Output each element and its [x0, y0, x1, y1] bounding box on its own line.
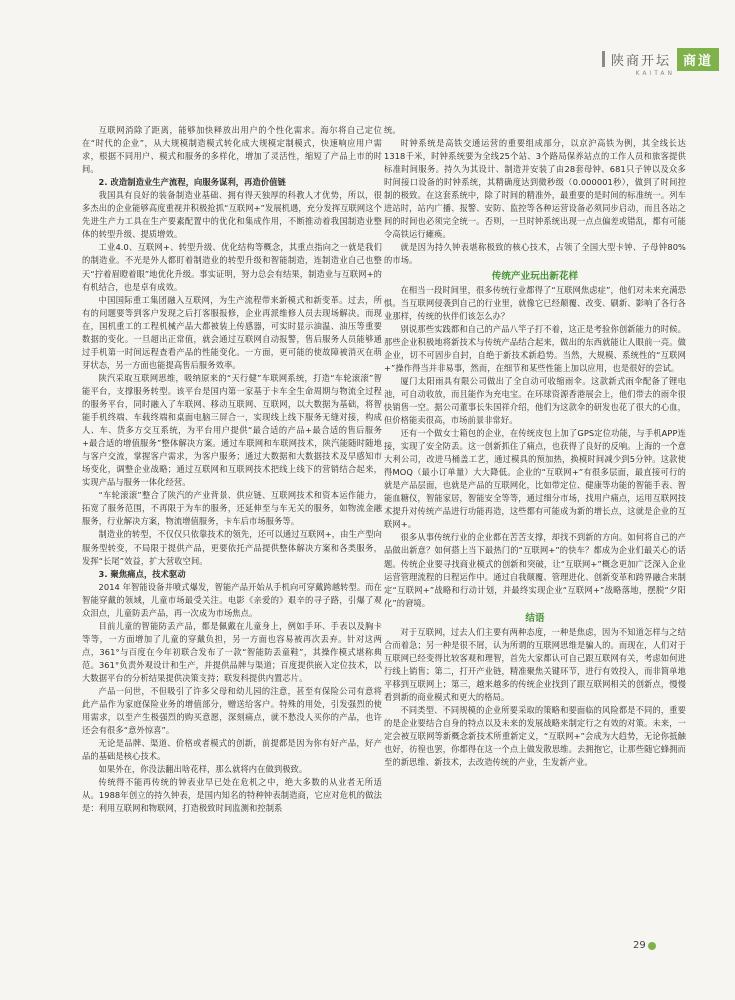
- page-number-label: 29: [633, 940, 646, 951]
- paragraph: 在相当一段时间里，很多传统行业都得了“互联网焦虑症”，他们对未来充满恐惧。当互联网侵袭到自己的行业里，就像它已经颠覆、改变、刷新、影响了各行各业那样，传统的伙伴们该怎么办？: [384, 284, 686, 321]
- paragraph: 我国具有良好的装备制造业基础、拥有得天独厚的科教人才优势，所以，很多杰出的企业能够高度重视并积极抢抓“互联网+”发展机遇，充分发挥互联网这个先进生产力工具在生产要素配置中的优化和集成作用，不断推动着我国制造业整体的转型升级、提质增效。: [82, 190, 382, 240]
- paragraph: 无论是品牌、渠道、价格或者模式的创新，前提都是因为你有好产品，好产品的基础是核心技术。: [82, 738, 382, 762]
- paragraph: 工业4.0、互联网+、转型升级、优化结构等概念，其重点指向之一就是我们的制造业。不光是外人都盯着制造业的转型升级和智能制造，连制造业自己也整天“拧着眉瞪着眼”地优化升级。事实证明，努力总会有结果，制造业与互联网+的有机结合，也是卓有成效。: [82, 242, 382, 292]
- paragraph: 互联网消除了距离，能够加快释放出用户的个性化需求。海尔将自己定位在“时代的企业”，从大规模制造模式转化成大规模定制模式，快速响应用户需求，根据不同用户、模式和服务的多样化，增加了灵活性，缩短了产品上市的时间。: [82, 125, 382, 175]
- paragraph: 别说那些实践都和自己的产品八竿子打不着，这正是考验你创新能力的时候。那些企业积极地将新技术与传统产品结合起来，做出的东西就能让人眼前一亮。做企业，切不可固步自封，自绝于新技术新趋势。当然，大规模、系统性的“互联网+”操作得当并非易事，然而，在细节和某些性能上加以应用，也是很好的尝试。: [384, 323, 686, 373]
- section-badge: 商道: [677, 48, 719, 71]
- paragraph: 目前儿童的智能防丢产品，都是佩戴在儿童身上，例如手环、手表以及胸卡等等，一方面增加了儿童的穿戴负担，另一方面也容易被再次丢弃。针对这两点，361°与百度在今年初联合发布了一款“智能防丢童鞋”，其操作模式堪称典范。361°负责外观设计和生产，并提供品牌与渠道；百度提供嵌入定位技术，以大数据平台的分析结果提供决策支持；联发科提供内置芯片。: [82, 620, 382, 683]
- paragraph: 2014 年智能设备井喷式爆发，智能产品开始从手机向可穿戴跨越转型。而在智能穿戴的领域，儿童市场最受关注。电影《亲爱的》艰辛的寻子路，引爆了观众泪点，儿童防丢产品，再一次成为市场焦点。: [82, 581, 382, 618]
- section-header: [602, 48, 719, 70]
- paragraph: 还有一个做女士箱包的企业，在传统皮包上加了GPS定位功能，与手机APP连接，实现了安全防丢。这一创新抓住了痛点，也获得了良好的反响。上海的一个意大利公司，改进马桶盖工艺，通过模具的预加热，换模时间减少到5分钟。这款使得MOQ（最小订单量）大大降低。企业的“互联网+”有很多层面，最直接可行的就是产品层面，也就是产品的互联网化，比如带定位、健康等功能的智能手表、智能血糖仪，智能家居，智能安全等等，通过细分市场，找用户痛点，运用互联网技术提升对传统产品进行功能再造，这些都有可能成为新的增长点，这就是企业的互联网+。: [384, 428, 686, 530]
- paragraph: 厦门太阳雨具有限公司做出了全自动可收缩雨伞。这款新式雨伞配备了锂电池，可自动收放，而且能作为充电宝。在环球资源香港展会上，他们带去的雨伞很快销售一空。据公司董事长朱国祥介绍，他们为这款伞的研发也花了很大的心血，但价格能卖很高，市场前景非常好。: [384, 375, 686, 425]
- section-heading: 结语: [525, 612, 545, 624]
- right-column: [384, 124, 686, 769]
- paragraph: 不同类型、不同规模的企业所要采取的策略和要面临的风险都是不同的，重要的是企业要结合自身的特点以及未来的发展战略来制定行之有效的对策。未来，一定会被互联网等新概念新技术所重新定义，“互联网+”会成为大趋势，无论你抵触也好，彷徨也罢，你都得在这一个点上做发散思维。去拥抱它，让那些随它蜂拥而至的新思维、新技术，去改造传统的产业，生发新产业。: [384, 704, 686, 768]
- subheading: 2. 改造制造业生产流程，向服务谋利，再造价值链: [98, 177, 286, 188]
- subheading: 3. 聚焦痛点，技术驱动: [98, 568, 186, 579]
- paragraph: 产品一问世，不但吸引了许多父母和幼儿园的注意，甚至有保险公司有意将此产品作为家庭保险业务的增值部分，赠送给客户。特殊的用处，引发强烈的使用需求，以至产生极强烈的购买意愿，深刻痛点，就不愁没人买你的产品，也许还会有很多“意外惊喜”。: [82, 686, 382, 736]
- section-heading: 传统产业玩出新花样: [491, 270, 579, 282]
- paragraph: “车轮滚滚”整合了陕汽的产业背景、供应链、互联网技术和资本运作能力，拓宽了服务范围，不再限于为车的服务，还延伸至与车无关的服务，如物流金融服务，行业解决方案，物流增值服务，卡车后市场服务等。: [82, 490, 382, 527]
- paragraph: 很多从事传统行业的企业都在苦苦支撑，却找不到新的方向。如何将自己的产品做出新意？如何搭上当下最热门的“互联网+”的快车？都成为企业们最关心的话题。传统企业要寻找商业模式的创新和突破，让“互联网+”概念更加广泛深入企业运营管理流程的日程运作中。通过自我颠覆、管理进化、创新变革和跨界融合来制定“互联网+”战略和行动计划，并最终实现企业“互联网+”战略落地，摆脱“夕阳化”的窘境。: [384, 532, 686, 608]
- section-title: 陕商开坛: [610, 53, 671, 69]
- paragraph: 时钟系统是高铁交通运营的重要组成部分，以京沪高铁为例，其全线长达1318千米，时钟系统要为全线25个站、3个路局保养站点的工作人员和旅客提供标准时间服务。持久为其设计、制造并安装了由28套母钟、681只子钟以及众多时间接口设备的时钟系统，其精确度达到微秒级（0.000001秒），做到了时间控制的极致。在这套系统中，除了时间的精准外，最重要的是时间的标准统一。列车进站时，站内广播、报警、安防、监控等各种运营设备必须同步启动，而且各站之间的时间也必须完全统一。否则，一旦时钟系统出现一点点偏差或错乱，都有可能令高铁运行瘫痪。: [384, 138, 686, 240]
- header-bar: [602, 51, 605, 67]
- section-subtitle: KAITAN: [635, 70, 675, 77]
- paragraph: 陕汽采取互联网思维，吸纳原来的“天行健”车联网系统，打造“车轮滚滚”智能平台，支撑服务转型。该平台是国内第一家基于卡车全生命周期与物流全过程的服务平台，同时融入了车联网、移动互联网、互联网，以大数据为基础，将智能手机终端、车载终端和桌面电脑三屏合一，实现线上线下服务无缝对接，构成人、车、货多方交互系统，为平台用户提供“最合适的产品+最合适的售后服务+最合适的增值服务”整体解决方案。通过车联网和车联网技术，陕汽能随时随地与客户交流，掌握客户需求，为客户服务；通过大数据和大数据技术及早感知市场变化，调整企业战略；通过互联网和互联网技术把线上线下的营销结合起来，实现产品与服务一体化经营。: [82, 372, 382, 488]
- paragraph: 中国国际重工集团融入互联网，为生产流程带来新模式和新变革。过去，所有的问题要等到客户发现之后打客服报修，企业再派维修人员去现场解决。而现在，国机重工的工程机械产品大都被装上传感器，可实时显示油温、油压等重要数据的变化。一旦超出正常值，就会通过互联网自动报警，售后服务人员能够通过手机第一时间远程查看产品的性能变化。一方面，更可能的使故障被消灭在萌芽状态，另一方面也能提高售后服务效率。: [82, 294, 382, 370]
- page-dot-icon: [648, 942, 656, 950]
- paragraph: 制造业的转型，不仅仅只依靠技术的领先，还可以通过互联网+，由生产型向服务型转变，不局限于提供产品，更要依托产品提供整体解决方案和各类服务，发挥“长尾”效益，扩大营收空间。: [82, 529, 382, 566]
- paragraph: 统。: [384, 125, 401, 135]
- page-number: [633, 940, 656, 951]
- paragraph: 对于互联网，过去人们主要有两种态度，一种是焦虑，因为不知道怎样与之结合而着急；另一种是很不屑，认为所谓的互联网思维是骗人的。而现在，人们对于互联网已经变得比较客观和理智，首先大家都认可自己跟互联网有关，考虑如何进行线上销售；第二，打开产业链，精准聚焦关键环节，进行有效投入，而非简单地平移到互联网上；第三，越来越多的传统企业找到了跟互联网相关的创新点，慢慢看到新的商业模式和更大的格局。: [384, 626, 686, 702]
- paragraph: 就是因为持久钟表堪称极致的核心技术，占领了全国大型卡钟、子母钟80%的市场。: [384, 242, 686, 266]
- paragraph: 如果外在，你没法翻出啥花样，那么就将内在做到极致。: [98, 764, 308, 775]
- paragraph: 传统得不能再传统的钟表业早已处在危机之中，绝大多数的从业者无所适从。1988年创立的持久钟表，是国内知名的特种钟表制造商，它应对危机的做法是：利用互联网和物联网，打造极致时间监测和控制系: [82, 777, 382, 814]
- left-column: [82, 124, 382, 815]
